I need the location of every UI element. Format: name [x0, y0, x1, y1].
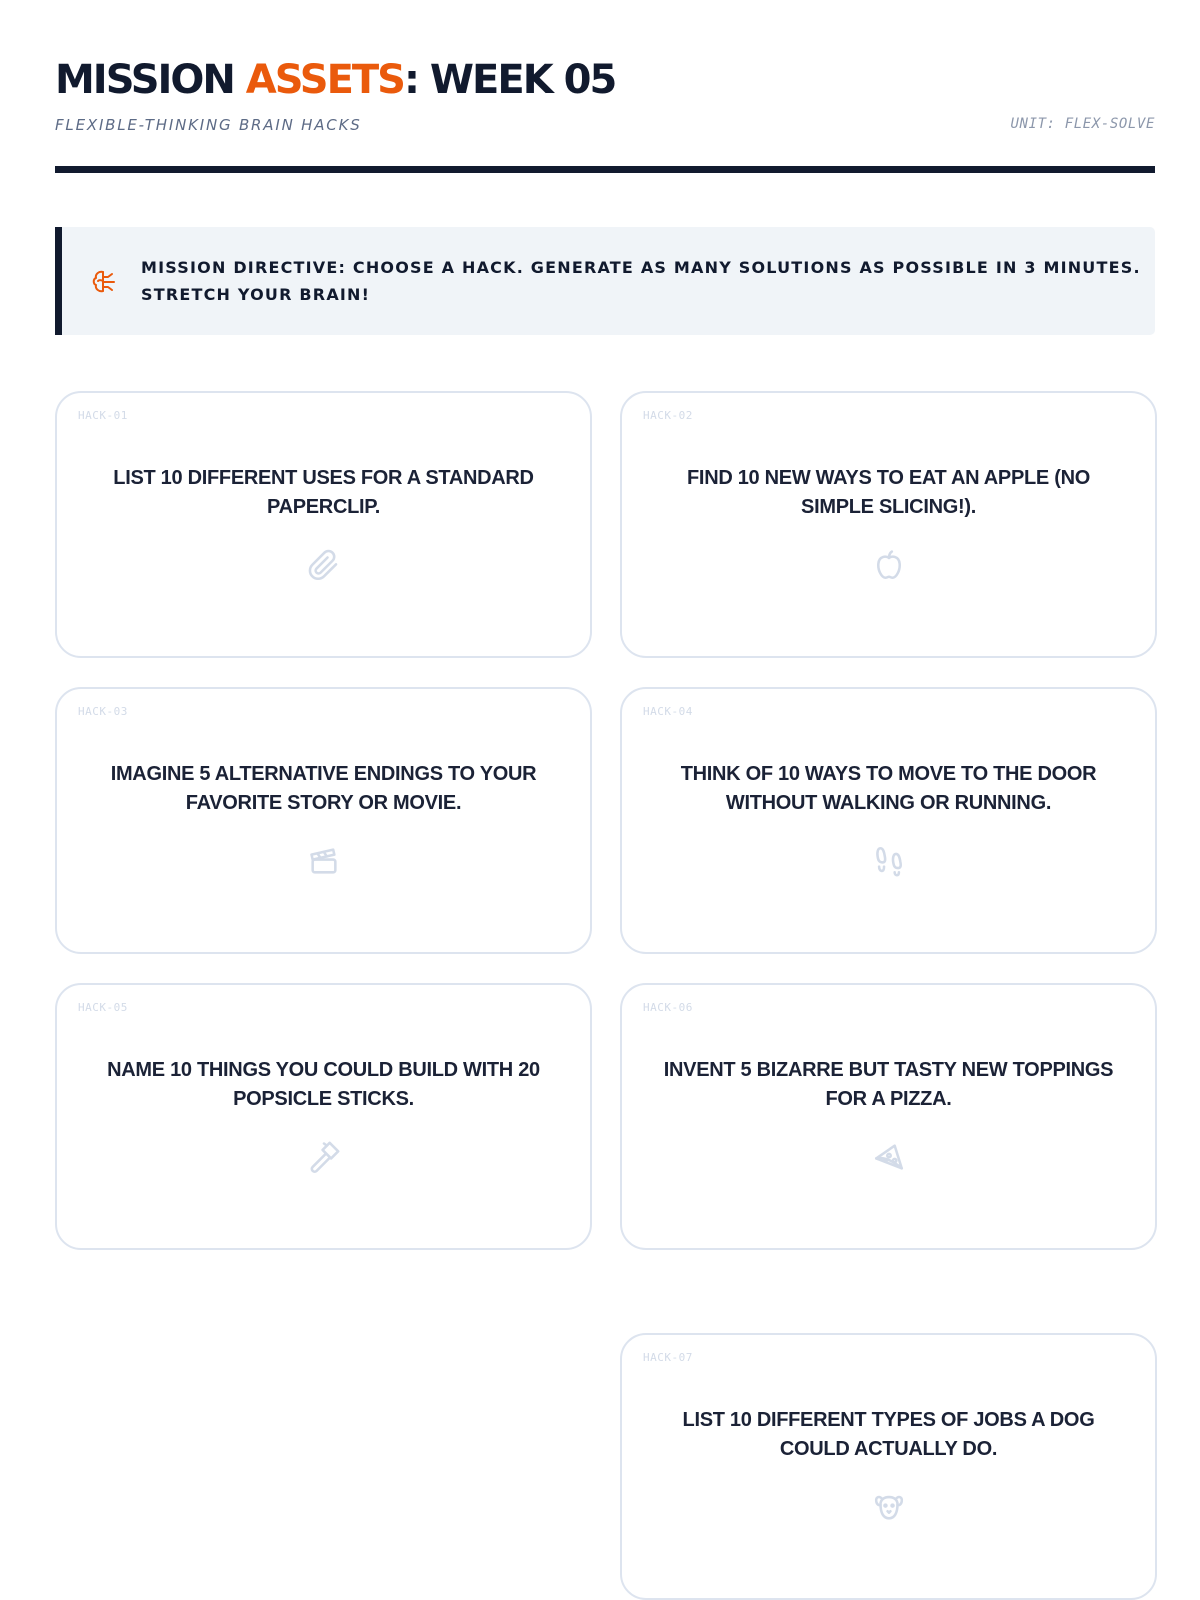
title-part-1: MISSION [55, 57, 246, 103]
unit-label: UNIT: FLEX-SOLVE [1010, 116, 1155, 132]
hammer-icon [307, 1140, 341, 1174]
paperclip-icon [307, 548, 341, 582]
mission-directive [55, 227, 1155, 335]
page-title [55, 56, 1155, 104]
hack-card[interactable] [55, 687, 592, 954]
brain-icon [91, 268, 119, 296]
hack-code: HACK-06 [643, 1001, 693, 1014]
title-accent: ASSETS [245, 57, 404, 103]
hack-card[interactable] [620, 391, 1157, 658]
hack-card[interactable] [620, 983, 1157, 1250]
hack-code: HACK-01 [78, 409, 128, 422]
hack-code: HACK-02 [643, 409, 693, 422]
hack-card[interactable] [620, 1333, 1157, 1600]
hack-prompt: THINK OF 10 WAYS TO MOVE TO THE DOOR WITHOUT WALKING OR RUNNING. [680, 763, 1097, 814]
hack-prompt: LIST 10 DIFFERENT TYPES OF JOBS A DOG COULD ACTUALLY DO. [682, 1409, 1095, 1460]
hack-prompt: NAME 10 THINGS YOU COULD BUILD WITH 20 POPSICLE STICKS. [107, 1059, 540, 1110]
title-part-2: : WEEK 05 [404, 57, 616, 103]
directive-text: MISSION DIRECTIVE: CHOOSE A HACK. GENERATE AS MANY SOLUTIONS AS POSSIBLE IN 3 MINUTES. STRETCH YOUR BRAIN! [141, 258, 1141, 304]
hack-prompt: INVENT 5 BIZARRE BUT TASTY NEW TOPPINGS FOR A PIZZA. [663, 1059, 1114, 1110]
hack-code: HACK-07 [643, 1351, 693, 1364]
pizza-icon [872, 1140, 906, 1174]
hack-prompt: IMAGINE 5 ALTERNATIVE ENDINGS TO YOUR FAVORITE STORY OR MOVIE. [110, 763, 537, 814]
clapperboard-icon [307, 844, 341, 878]
apple-icon [872, 548, 906, 582]
page-header [55, 56, 1155, 174]
hack-code: HACK-04 [643, 705, 693, 718]
page-subtitle: FLEXIBLE-THINKING BRAIN HACKS [55, 116, 362, 134]
hack-card[interactable] [55, 391, 592, 658]
footprints-icon [872, 844, 906, 878]
hack-card[interactable] [620, 687, 1157, 954]
hack-code: HACK-05 [78, 1001, 128, 1014]
hack-prompt: FIND 10 NEW WAYS TO EAT AN APPLE (NO SIMPLE SLICING!). [687, 467, 1090, 518]
hack-prompt: LIST 10 DIFFERENT USES FOR A STANDARD PAPERCLIP. [113, 467, 534, 518]
dog-icon [872, 1490, 906, 1524]
hack-code: HACK-03 [78, 705, 128, 718]
hack-card[interactable] [55, 983, 592, 1250]
header-divider [55, 166, 1155, 173]
